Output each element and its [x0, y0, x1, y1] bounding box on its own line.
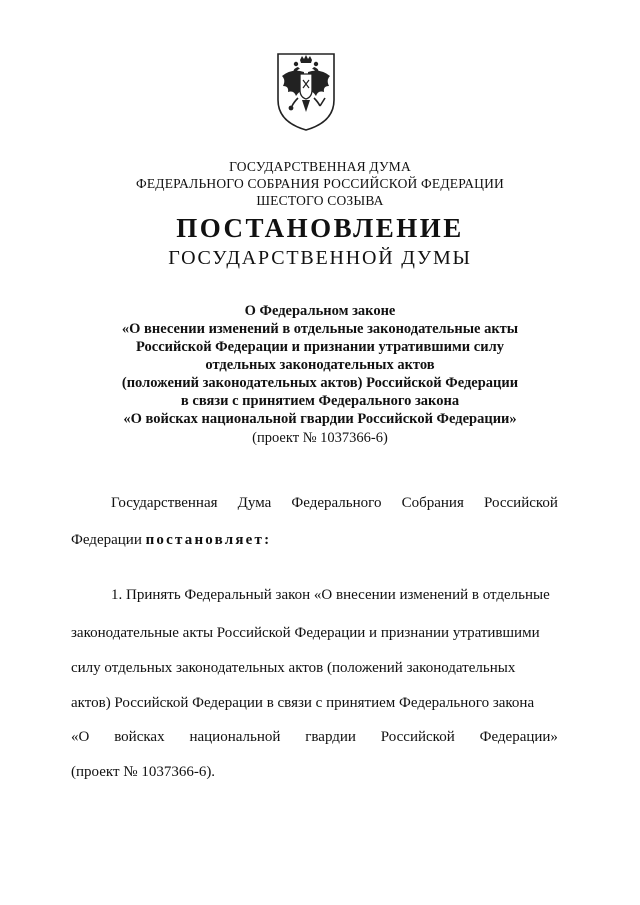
subject-line-7: «О войсках национальной гвардии Российской Федерации»	[123, 411, 517, 427]
doc-type-title: ПОСТАНОВЛЕНИЕ	[176, 213, 464, 243]
decree-word: постановляет:	[145, 532, 272, 548]
russian-coat-of-arms-icon	[274, 50, 338, 132]
org-line-1: ГОСУДАРСТВЕННАЯ ДУМА	[229, 159, 411, 174]
clause-word: «О	[71, 729, 90, 745]
intro-word: Собрания	[401, 495, 464, 511]
project-number: (проект № 1037366-6)	[252, 430, 388, 446]
subject-line-6: в связи с принятием Федерального закона	[180, 393, 460, 409]
intro-word: Дума	[237, 495, 272, 511]
intro-word: Государственная	[111, 495, 218, 511]
clause-1-line-2: законодательные акты Российской Федерации и признании утратившими	[71, 625, 540, 641]
doc-type-subtitle: ГОСУДАРСТВЕННОЙ ДУМЫ	[168, 247, 472, 269]
clause-1-line-6: (проект № 1037366-6).	[71, 764, 216, 780]
clause-1-line-5	[71, 728, 558, 747]
decree-line	[71, 531, 271, 550]
subject-line-4: отдельных законодательных актов	[205, 357, 435, 373]
subject-line-2: «О внесении изменений в отдельные законодательные акты	[121, 321, 519, 337]
clause-1-line-1: 1. Принять Федеральный закон «О внесении изменений в отдельные	[111, 587, 550, 603]
org-line-2: ФЕДЕРАЛЬНОГО СОБРАНИЯ РОССИЙСКОЙ ФЕДЕРАЦИИ	[136, 176, 504, 191]
clause-word: войсках	[114, 729, 165, 745]
clause-word: Российской	[380, 729, 455, 745]
intro-tail: Федерации	[71, 532, 142, 548]
clause-1-line-3: силу отдельных законодательных актов (положений законодательных	[71, 660, 516, 676]
intro-word: Российской	[484, 495, 558, 511]
intro-word: Федерального	[291, 495, 382, 511]
clause-word: Федерации»	[479, 729, 558, 745]
clause-word: национальной	[189, 729, 281, 745]
intro-line	[111, 494, 558, 513]
subject-line-5: (положений законодательных актов) Российской Федерации	[121, 375, 519, 391]
clause-word: гвардии	[305, 729, 356, 745]
org-line-3: ШЕСТОГО СОЗЫВА	[256, 193, 384, 208]
subject-line-3: Российской Федерации и признании утратившими силу	[136, 339, 504, 355]
clause-1-line-4: актов) Российской Федерации в связи с принятием Федерального закона	[71, 695, 535, 711]
subject-line-1: О Федеральном законе	[244, 303, 396, 319]
